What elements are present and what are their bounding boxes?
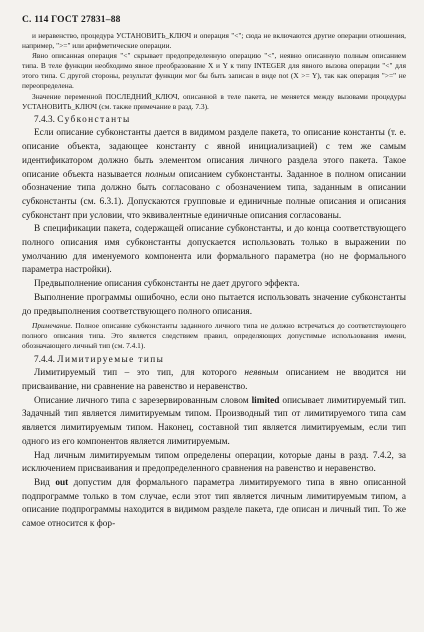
section-number: 7.4.3. (34, 114, 55, 125)
text-run: описанием субконстанты. Заданное в полном описании обозначение типа должно быть согласовано с обозначением типа, заданным в описании субконстанты (см. 6.3.1). Допускаются групповые и единичные полные описания и описания субконстант при условии, что эквивалентные единичные описания согласованы. (22, 169, 406, 221)
text-run: Вид (34, 477, 50, 488)
note-text: Полное описание субконстанты заданного личного типа не должно встречаться до соответствующего полного описания типа. Это является следствием правил, определяющих допустимые использования имени, обозначающего личный тип (см. 7.4.1). (22, 321, 406, 351)
section-title: Лимитируемые типы (57, 354, 165, 365)
note-paragraph (22, 321, 406, 351)
body-paragraph: Выполнение программы ошибочно, если оно пытается использовать значение субконстанты до предвыполнения соответствующего полного описания. (22, 292, 406, 317)
body-paragraph (22, 367, 406, 394)
section-title: Субконстанты (57, 114, 131, 125)
text-run: Лимитируемый тип – это тип, для которого (34, 368, 237, 379)
text-run: допустим для формального параметра лимитируемого типа в явно описанной подпрограмме только в том случае, если этот тип является личным лимитируемым типом, а описание подпрограммы находится в видимом разделе пакета, где описан и личный тип. То же самое относится к фор- (22, 477, 406, 530)
keyword: limited (251, 395, 280, 406)
text-run: описанием не вводится ни присваивание, ни сравнение на равенство и неравенство. (22, 368, 406, 392)
emphasis: неявным (244, 368, 279, 379)
small-paragraph-2: Явно описанная операция "<" скрывает предопределенную операцию "<", неявно описанную полным описанием типа. В теле функции необходимо явное преобразование Х и Y к типу INTEGER для явного вызова операции "<" для этого типа. С другой стороны, результат функции мог бы быть записан в виде not (X >= Y), так как операция ">=" не переопределена. (22, 51, 406, 91)
emphasis: полным (145, 169, 176, 180)
body-paragraph (22, 127, 406, 223)
small-paragraph-3: Значение переменной ПОСЛЕДНИЙ_КЛЮЧ, описанной в теле пакета, не меняется между вызовами процедуры УСТАНОВИТЬ_КЛЮЧ (см. также примечание в разд. 7.3). (22, 91, 406, 111)
note-label: Примечание. (32, 321, 73, 331)
page-body (22, 31, 406, 532)
section-number: 7.4.4. (34, 354, 55, 365)
body-paragraph: В спецификации пакета, содержащей описание субконстанты, и до конца соответствующего полного описания имя субконстанты допускается использовать только в выражении по умолчанию для именуемого компонента или формального параметра (но не формального параметра настройки). (22, 224, 406, 276)
body-paragraph (22, 477, 406, 532)
body-paragraph: Над личным лимитируемым типом определены операции, которые даны в разд. 7.4.2, за исключением присваивания и предопределенного сравнения на равенство и неравенство. (22, 450, 406, 475)
page-header: С. 114 ГОСТ 27831–88 (22, 15, 121, 25)
body-paragraph (22, 395, 406, 450)
keyword: out (55, 477, 69, 488)
text-run: описывает лимитируемый тип. Задачный тип является лимитируемым типом. Производный тип от лимитируемого типа сам является лимитируемым типом. Наконец, составной тип является лимитируемым, если тип одного из его компонентов является лимитируемым. (22, 395, 406, 447)
text-run: Если описание субконстанты дается в видимом разделе пакета, то описание константы (т. е. описание объекта, задающее константу с явной инициализацией) с тем же самым идентификатором должно быть элементом описания личного раздела этого пакета. Такое описание объекта называется (22, 128, 406, 180)
section-heading-limited-types (22, 354, 406, 368)
body-paragraph: Предвыполнение описания субконстанты не дает другого эффекта. (34, 279, 300, 290)
section-heading-subconstants (22, 114, 406, 128)
text-run: Описание личного типа с зарезервированным словом (34, 395, 249, 406)
small-paragraph-1: и неравенство, процедура УСТАНОВИТЬ_КЛЮЧ и операция "<"; сюда не включаются другие операции отношения, например, ">=" или арифметические операции. (22, 31, 406, 51)
